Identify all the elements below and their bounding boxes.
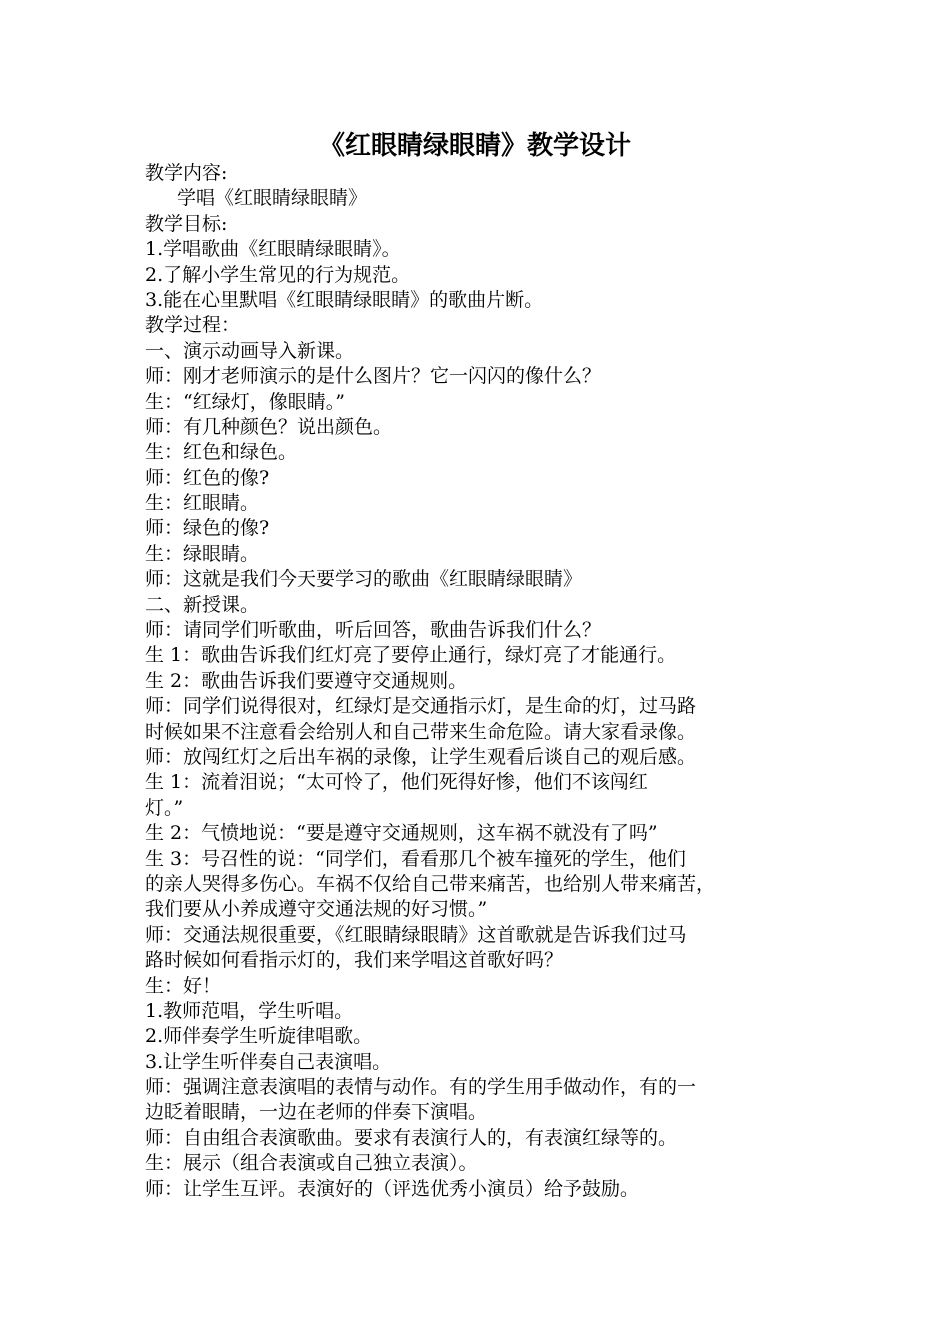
text-line: 生 2：气愤地说：“要是遵守交通规则，这车祸不就没有了吗” bbox=[145, 822, 658, 845]
text-line: 生 1：歌曲告诉我们红灯亮了要停止通行，绿灯亮了才能通行。 bbox=[145, 644, 677, 667]
text-line: 师：绿色的像? bbox=[145, 517, 270, 540]
text-line: 生：好！ bbox=[145, 974, 222, 997]
text-line: 灯。” bbox=[145, 796, 184, 819]
text-line: 生 3：号召性的说：“同学们，看看那几个被车撞死的学生，他们 bbox=[145, 847, 686, 870]
text-line: 1.学唱歌曲《红眼睛绿眼睛》。 bbox=[145, 238, 401, 261]
text-line: 师：强调注意表演唱的表情与动作。有的学生用手做动作，有的一 bbox=[145, 1076, 697, 1099]
text-line: 生：“红绿灯，像眼睛。” bbox=[145, 390, 345, 413]
text-line: 3.能在心里默唱《红眼睛绿眼睛》的歌曲片断。 bbox=[145, 288, 544, 311]
text-line: 师：刚才老师演示的是什么图片？它一闪闪的像什么？ bbox=[145, 365, 602, 388]
text-line: 生：绿眼睛。 bbox=[145, 542, 260, 565]
text-line: 师：放闯红灯之后出车祸的录像，让学生观看后谈自己的观后感。 bbox=[145, 745, 697, 768]
text-line: 2.了解小学生常见的行为规范。 bbox=[145, 263, 411, 286]
text-line: 生：展示（组合表演或自己独立表演）。 bbox=[145, 1152, 478, 1175]
text-line: 3.让学生听伴奏自己表演唱。 bbox=[145, 1050, 392, 1073]
text-line: 1.教师范唱，学生听唱。 bbox=[145, 999, 354, 1022]
text-line: 我们要从小养成遵守交通法规的好习惯。” bbox=[145, 898, 488, 921]
text-line: 师：同学们说得很对，红绿灯是交通指示灯，是生命的灯，过马路 bbox=[145, 695, 697, 718]
text-line: 师：让学生互评。表演好的（评选优秀小演员）给予鼓励。 bbox=[145, 1177, 640, 1200]
text-line: 时候如果不注意看会给别人和自己带来生命危险。请大家看录像。 bbox=[145, 720, 697, 743]
text-line: 师：有几种颜色？说出颜色。 bbox=[145, 415, 393, 438]
text-line: 师：自由组合表演歌曲。要求有表演行人的，有表演红绿等的。 bbox=[145, 1126, 678, 1149]
text-line: 师：这就是我们今天要学习的歌曲《红眼睛绿眼睛》 bbox=[145, 568, 583, 591]
text-line: 学唱《红眼睛绿眼睛》 bbox=[177, 187, 368, 210]
text-line: 师：请同学们听歌曲，听后回答，歌曲告诉我们什么？ bbox=[145, 619, 602, 642]
text-line: 路时候如何看指示灯的，我们来学唱这首歌好吗？ bbox=[145, 949, 564, 972]
text-line: 一、演示动画导入新课。 bbox=[145, 339, 355, 362]
text-line: 边眨着眼睛，一边在老师的伴奏下演唱。 bbox=[145, 1101, 488, 1124]
text-line: 师：红色的像? bbox=[145, 466, 270, 489]
text-line: 生：红眼睛。 bbox=[145, 492, 260, 515]
text-line: 生 1：流着泪说；“太可怜了，他们死得好惨，他们不该闯红 bbox=[145, 771, 648, 794]
text-line: 二、新授课。 bbox=[145, 593, 260, 616]
text-line: 2.师伴奏学生听旋律唱歌。 bbox=[145, 1025, 373, 1048]
text-line: 师：交通法规很重要，《红眼睛绿眼睛》这首歌就是告诉我们过马 bbox=[145, 923, 687, 946]
section-heading: 教学目标: bbox=[145, 212, 228, 235]
text-line: 生 2：歌曲告诉我们要遵守交通规则。 bbox=[145, 669, 468, 692]
document-title: 《红眼睛绿眼睛》教学设计 bbox=[318, 131, 631, 161]
section-heading: 教学内容: bbox=[145, 162, 228, 184]
text-line: 的亲人哭得多伤心。车祸不仅给自己带来痛苦，也给别人带来痛苦， bbox=[145, 872, 716, 895]
section-heading: 教学过程： bbox=[145, 314, 241, 337]
document-body bbox=[145, 161, 805, 1202]
text-line: 生：红色和绿色。 bbox=[145, 441, 298, 464]
